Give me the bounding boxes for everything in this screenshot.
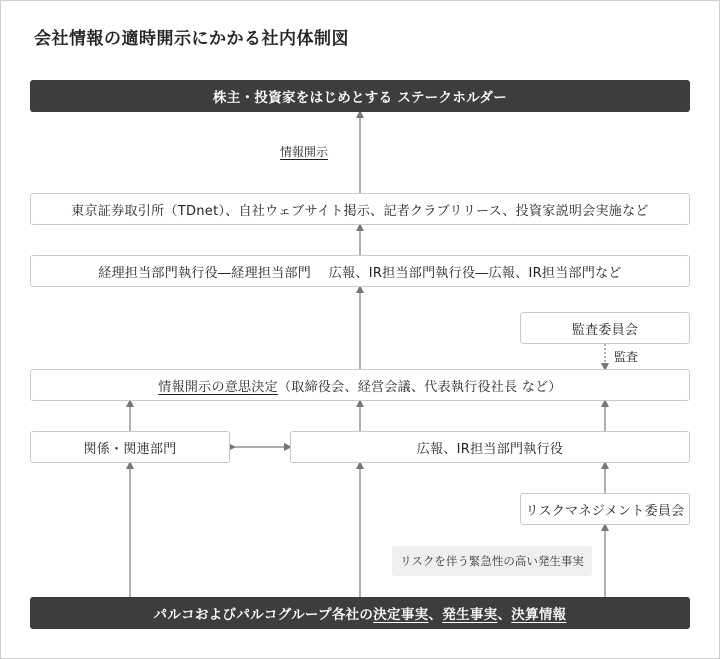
disclosure-channels-box: 東京証券取引所（TDnet）、自社ウェブサイト掲示、記者クラブリリース、投資家説明会実施など — [30, 193, 690, 225]
risk-note: リスクを伴う緊急性の高い発生事実 — [392, 546, 592, 576]
pr-ir-officer-box: 広報、IR担当部門執行役 — [290, 431, 690, 463]
bottom-sep-1: 、 — [428, 607, 443, 623]
decision-main-label: 情報開示の意思決定 — [158, 379, 278, 395]
group-companies-info-box — [30, 597, 690, 629]
bottom-item-occurred-facts: 発生事実 — [442, 607, 498, 623]
audit-label: 監査 — [614, 350, 639, 364]
bottom-item-decided-facts: 決定事実 — [373, 607, 429, 623]
responsible-officers-box: 経理担当部門執行役―経理担当部門 広報、IR担当部門執行役―広報、IR担当部門など — [30, 255, 690, 287]
bottom-item-financial-info: 決算情報 — [511, 607, 567, 623]
related-department-box: 関係・関連部門 — [30, 431, 230, 463]
decision-box — [30, 369, 690, 401]
diagram-title: 会社情報の適時開示にかかる社内体制図 — [34, 29, 349, 49]
stakeholders-box: 株主・投資家をはじめとする ステークホルダー — [30, 80, 690, 112]
audit-committee-box: 監査委員会 — [520, 312, 690, 344]
risk-management-committee-box: リスクマネジメント委員会 — [520, 493, 690, 525]
disclosure-label: 情報開示 — [280, 145, 329, 159]
bottom-prefix: パルコおよびパルコグループ各社の — [153, 607, 374, 623]
decision-detail-label: （取締役会、経営会議、代表執行役社長 など） — [277, 379, 562, 395]
bottom-sep-2: 、 — [497, 607, 512, 623]
